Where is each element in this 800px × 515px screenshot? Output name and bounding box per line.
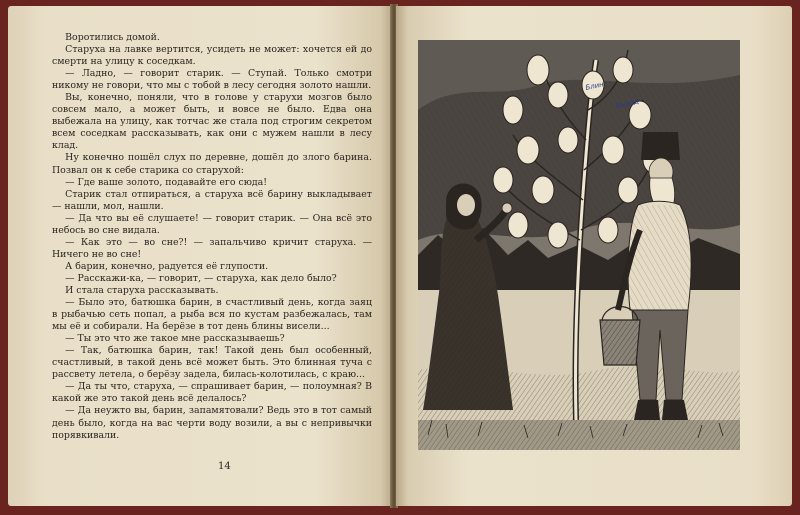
- illustration: [418, 40, 740, 450]
- paragraph: — Расскажи-ка, — говорит, — старуха, как дело было?: [65, 272, 337, 284]
- paragraph: — Как это — во сне?! — запальчиво кричит старуха. — Ничего не во сне!: [52, 236, 372, 260]
- stamp-label: Блин: [584, 80, 605, 92]
- paragraph: — Да что вы её слушаете! — говорит старик. — Она всё это небось во сне видала.: [52, 212, 372, 236]
- paragraph: Воротились домой.: [65, 32, 160, 43]
- paragraph: Старуха на лавке вертится, усидеть не может: хочется ей до смерти на улицу к соседкам.: [52, 44, 372, 68]
- paragraph: А барин, конечно, радуется её глупости.: [65, 260, 269, 272]
- story-text: [52, 32, 372, 442]
- paragraph: Старик стал отпираться, а старуха всё барину выкладывает — нашли, мол, нашли.: [52, 188, 372, 212]
- page-number: 14: [218, 461, 231, 472]
- illustration-drawing: [418, 40, 740, 450]
- stamp-label: Вывод: [614, 97, 640, 110]
- paragraph: — Ты это что же такое мне рассказываешь?: [65, 333, 285, 345]
- paragraph: — Да неужто вы, барин, запамятовали? Ведь это в тот самый день было, когда на вас черти воду возили, а вы с непривычки порявкивали.: [52, 405, 372, 441]
- paragraph: — Да ты что, старуха, — спрашивает барин, — полоумная? В какой же это такой день всё делалось?: [52, 381, 372, 405]
- left-page: [8, 6, 392, 506]
- paragraph: — Ладно, — говорит старик. — Ступай. Только смотри никому не говори, что мы с тобой в лесу сегодня золото нашли.: [52, 68, 372, 92]
- paragraph: — Было это, батюшка барин, в счастливый день, когда заяц в рыбачью сеть попал, а рыба вся по кустам разбежалась, там мы её и собирали. На берёзе в тот день блины висели...: [52, 297, 372, 333]
- paragraph: — Так, батюшка барин, так! Такой день был особенный, счастливый, в такой день всё может быть. Это блинная туча с рассвету летела, о берёзу задела, билась-колотилась, с краю...: [52, 345, 372, 381]
- paragraph: Вы, конечно, поняли, что в голове у старухи мозгов было совсем мало, а может быть, и вовсе не было. Едва она выбежала на улицу, как тотчас же стала под строгим секретом всем соседкам рассказывать, как они с мужем нашли в лесу клад.: [52, 92, 372, 152]
- paragraph: И стала старуха рассказывать.: [65, 284, 219, 296]
- paragraph: — Где ваше золото, подавайте его сюда!: [65, 176, 267, 188]
- paragraph: Ну конечно пошёл слух по деревне, дошёл до злого барина. Позвал он к себе старика со старухой:: [52, 152, 372, 176]
